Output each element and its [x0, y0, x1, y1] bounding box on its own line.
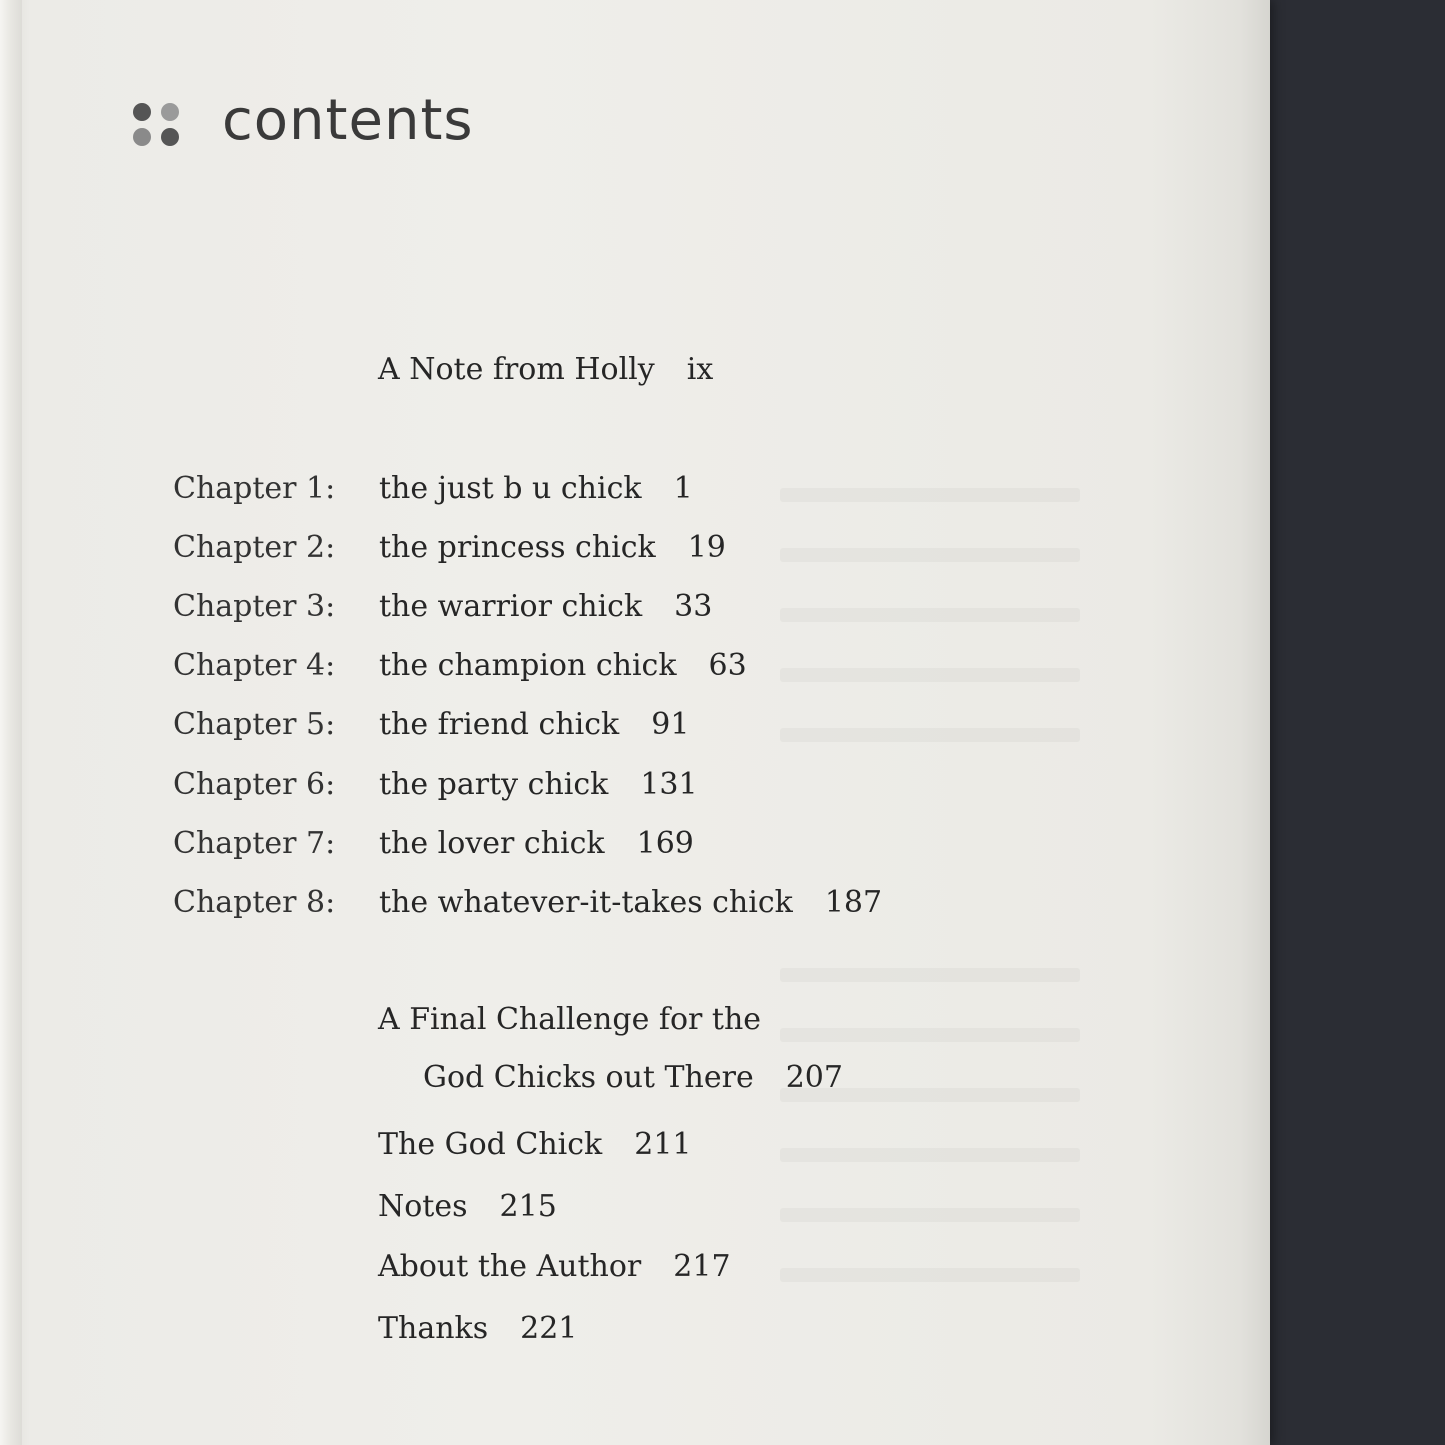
toc-entry-final-challenge-line2	[423, 1060, 843, 1095]
toc-entry-title: the warrior chick	[379, 589, 643, 624]
toc-entry-page: 217	[673, 1249, 731, 1284]
show-through-text	[780, 1268, 1080, 1282]
dot-icon	[161, 103, 179, 121]
page-title: contents	[222, 88, 474, 153]
toc-entry-page: 91	[651, 707, 690, 742]
show-through-text	[780, 548, 1080, 562]
toc-entry-title: A Note from Holly	[378, 352, 655, 387]
toc-entry-god-chick	[378, 1127, 692, 1162]
toc-entry-title: the party chick	[379, 767, 609, 802]
toc-entry-page: 63	[708, 648, 747, 683]
toc-entry-about-author	[378, 1249, 731, 1284]
chapter-label: Chapter 4:	[173, 648, 336, 683]
dots-ornament-icon	[133, 103, 183, 149]
chapter-label: Chapter 8:	[173, 885, 336, 920]
toc-entry-chapter-1	[379, 471, 693, 506]
toc-entry-chapter-4	[379, 648, 747, 683]
toc-entry-chapter-3	[379, 589, 713, 624]
page-edge	[0, 0, 22, 1445]
toc-entry-page: 1	[673, 471, 693, 506]
toc-entry-title: the just b u chick	[379, 471, 642, 506]
chapter-label: Chapter 5:	[173, 707, 336, 742]
toc-entry-chapter-2	[379, 530, 726, 565]
toc-entry-page: 33	[674, 589, 713, 624]
toc-entry-chapter-6	[379, 767, 698, 802]
show-through-text	[780, 608, 1080, 622]
toc-entry-page: 215	[499, 1189, 557, 1224]
show-through-text	[780, 1028, 1080, 1042]
toc-entry-title: Notes	[378, 1189, 468, 1224]
chapter-label: Chapter 6:	[173, 767, 336, 802]
toc-entry-page: ix	[686, 352, 714, 387]
toc-entry-title: the friend chick	[379, 707, 620, 742]
toc-entry-title: Thanks	[378, 1311, 489, 1346]
toc-entry-page: 169	[636, 826, 694, 861]
toc-entry-chapter-5	[379, 707, 690, 742]
toc-entry-title: the lover chick	[379, 826, 605, 861]
toc-entry-chapter-8	[379, 885, 883, 920]
toc-entry-title: The God Chick	[378, 1127, 603, 1162]
toc-entry-page: 131	[640, 767, 698, 802]
show-through-text	[780, 1208, 1080, 1222]
toc-entry-title: the champion chick	[379, 648, 677, 683]
show-through-text	[780, 668, 1080, 682]
show-through-text	[780, 728, 1080, 742]
show-through-text	[780, 488, 1080, 502]
toc-entry-note	[378, 352, 714, 387]
toc-entry-notes	[378, 1189, 557, 1224]
toc-entry-title: God Chicks out There	[423, 1060, 754, 1095]
chapter-label: Chapter 7:	[173, 826, 336, 861]
show-through-text	[780, 968, 1080, 982]
toc-entry-final-challenge-line1: A Final Challenge for the	[378, 1002, 762, 1037]
show-through-text	[780, 1148, 1080, 1162]
toc-entry-page: 187	[824, 885, 883, 920]
dot-icon	[161, 128, 179, 146]
toc-entry-title: About the Author	[378, 1249, 642, 1284]
toc-entry-title: the princess chick	[379, 530, 656, 565]
dot-icon	[133, 103, 151, 121]
toc-entry-page: 221	[520, 1311, 578, 1346]
toc-entry-title: the whatever-it-takes chick	[379, 885, 793, 920]
toc-entry-thanks	[378, 1311, 578, 1346]
toc-entry-page: 19	[687, 530, 726, 565]
dot-icon	[133, 128, 151, 146]
chapter-label: Chapter 3:	[173, 589, 336, 624]
chapter-label: Chapter 2:	[173, 530, 336, 565]
toc-entry-page: 207	[785, 1060, 843, 1095]
toc-entry-chapter-7	[379, 826, 694, 861]
chapter-label: Chapter 1:	[173, 471, 336, 506]
toc-entry-page: 211	[634, 1127, 692, 1162]
